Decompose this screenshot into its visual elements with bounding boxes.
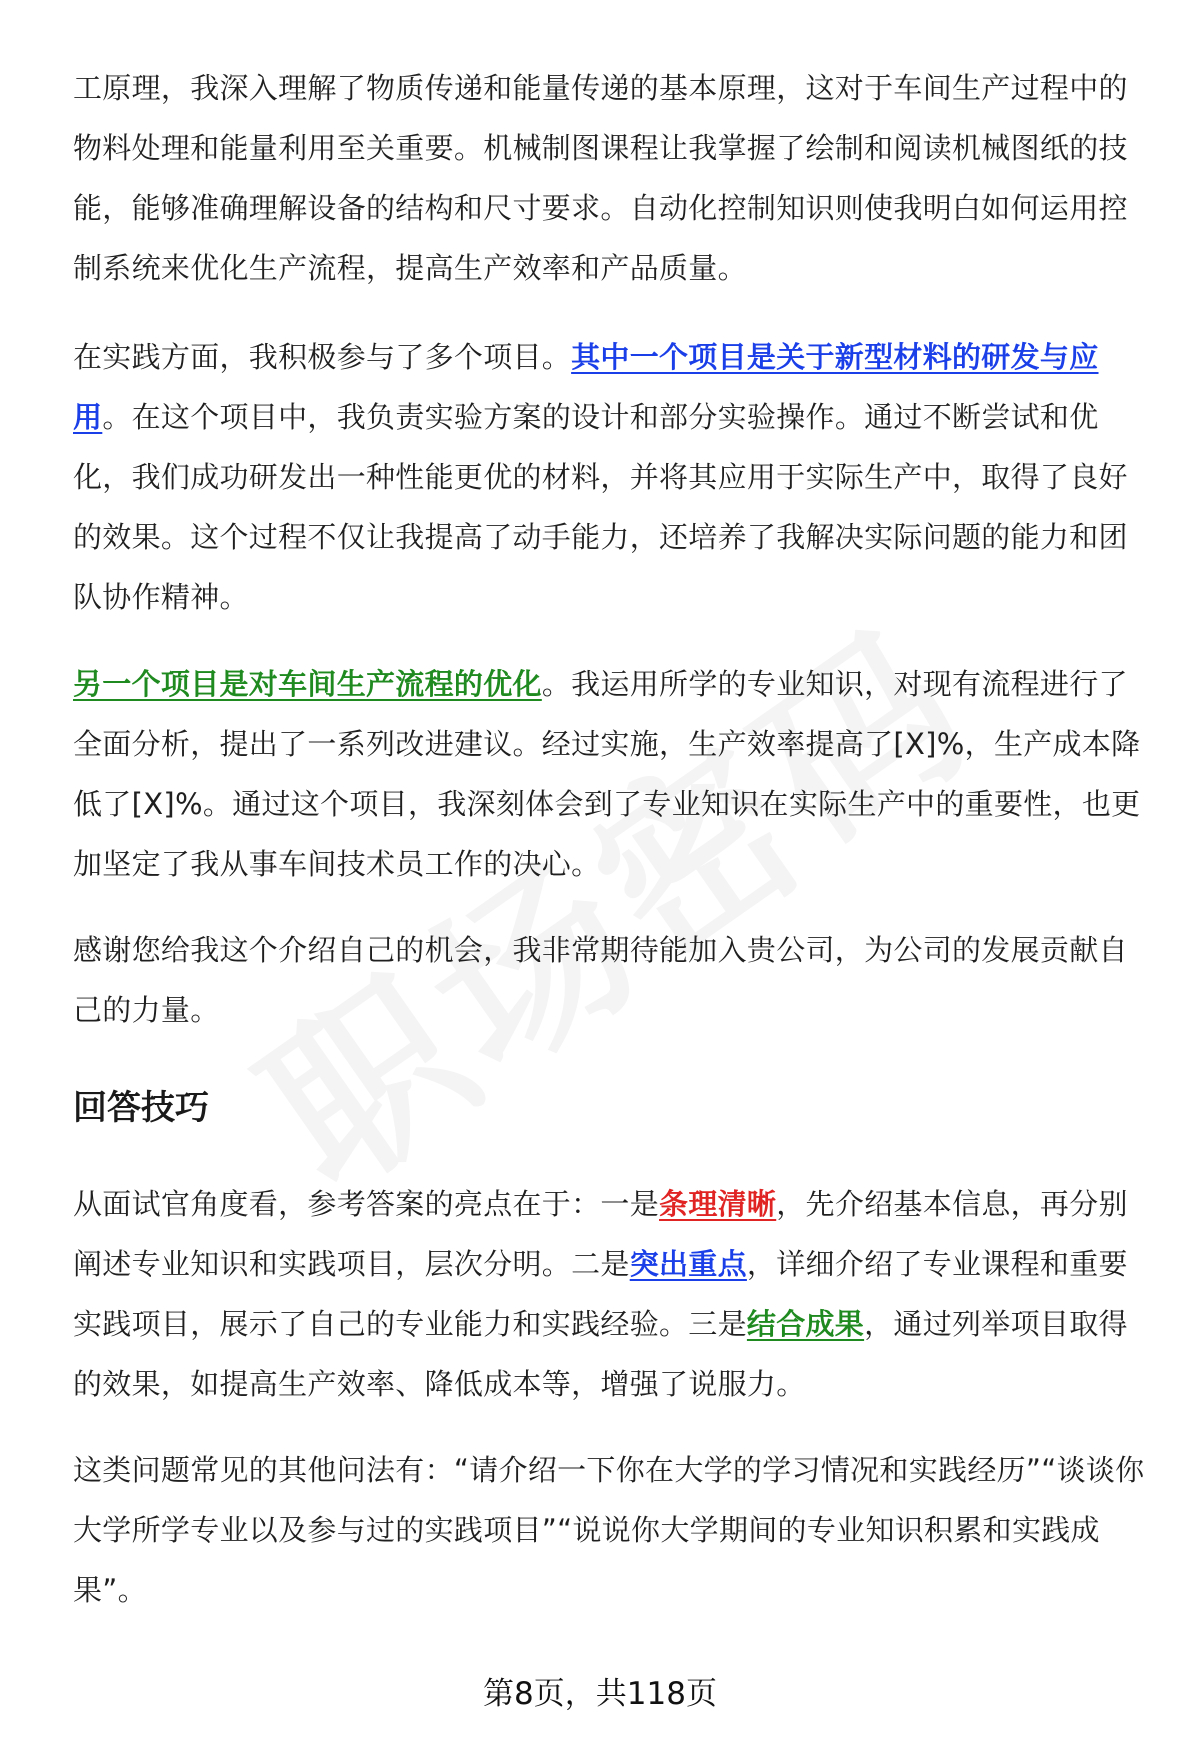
paragraph-coursework: 工原理，我深入理解了物质传递和能量传递的基本原理，这对于车间生产过程中的物料处理和能量利用至关重要。机械制图课程让我掌握了绘制和阅读机械图纸的技能，能够准确理解设备的结构和尺寸要求。自动化控制知识则使我明白如何运用控制系统来优化生产流程，提高生产效率和产品质量。 <box>73 71 1128 285</box>
keyword-clear-structure: 条理清晰 <box>659 1187 777 1221</box>
paragraph-other-questions: 这类问题常见的其他问法有：“请介绍一下你在大学的学习情况和实践经历”“谈谈你大学所学专业以及参与过的实践项目”“说说你大学期间的专业知识积累和实践成果”。 <box>73 1453 1145 1607</box>
tips-text-2: ，先介绍基本信息，再分别阐述专业知识和实践项目，层次分明。二是 <box>73 1187 1128 1281</box>
tips-text-3: ，详细介绍了专业课程和重要实践项目，展示了自己的专业能力和实践经验。三是 <box>73 1247 1128 1341</box>
keyword-highlight-focus: 突出重点 <box>629 1247 747 1281</box>
paragraph-project-one <box>73 327 1153 627</box>
document-body <box>73 58 1153 1620</box>
paragraph-thanks: 感谢您给我这个介绍自己的机会，我非常期待能加入贵公司，为公司的发展贡献自己的力量。 <box>73 933 1128 1027</box>
section-title: 回答技巧 <box>73 1088 209 1128</box>
paragraph-tips <box>73 1174 1153 1414</box>
highlight-project-two: 另一个项目是对车间生产流程的优化 <box>73 667 542 701</box>
tips-text-1: 从面试官角度看，参考答案的亮点在于：一是 <box>73 1187 660 1221</box>
paragraph-project-two <box>73 654 1153 894</box>
highlight-project-one: 其中一个项目是关于新型材料的研发与应用 <box>73 340 1099 434</box>
tips-text-4: ，通过列举项目取得的效果，如提高生产效率、降低成本等，增强了说服力。 <box>73 1307 1128 1401</box>
paragraph-project-one-body: 。在这个项目中，我负责实验方案的设计和部分实验操作。通过不断尝试和优化，我们成功研发出一种性能更优的材料，并将其应用于实际生产中，取得了良好的效果。这个过程不仅让我提高了动手能力，还培养了我解决实际问题的能力和团队协作精神。 <box>73 400 1128 614</box>
paragraph-project-one-intro: 在实践方面，我积极参与了多个项目。 <box>73 340 572 374</box>
paragraph-project-two-body: 。我运用所学的专业知识，对现有流程进行了全面分析，提出了一系列改进建议。经过实施，生产效率提高了[X]%，生产成本降低了[X]%。通过这个项目，我深刻体会到了专业知识在实际生产中的重要性，也更加坚定了我从事车间技术员工作的决心。 <box>73 667 1141 881</box>
page-number: 第8页，共118页 <box>483 1676 717 1712</box>
keyword-combine-results: 结合成果 <box>746 1307 865 1341</box>
